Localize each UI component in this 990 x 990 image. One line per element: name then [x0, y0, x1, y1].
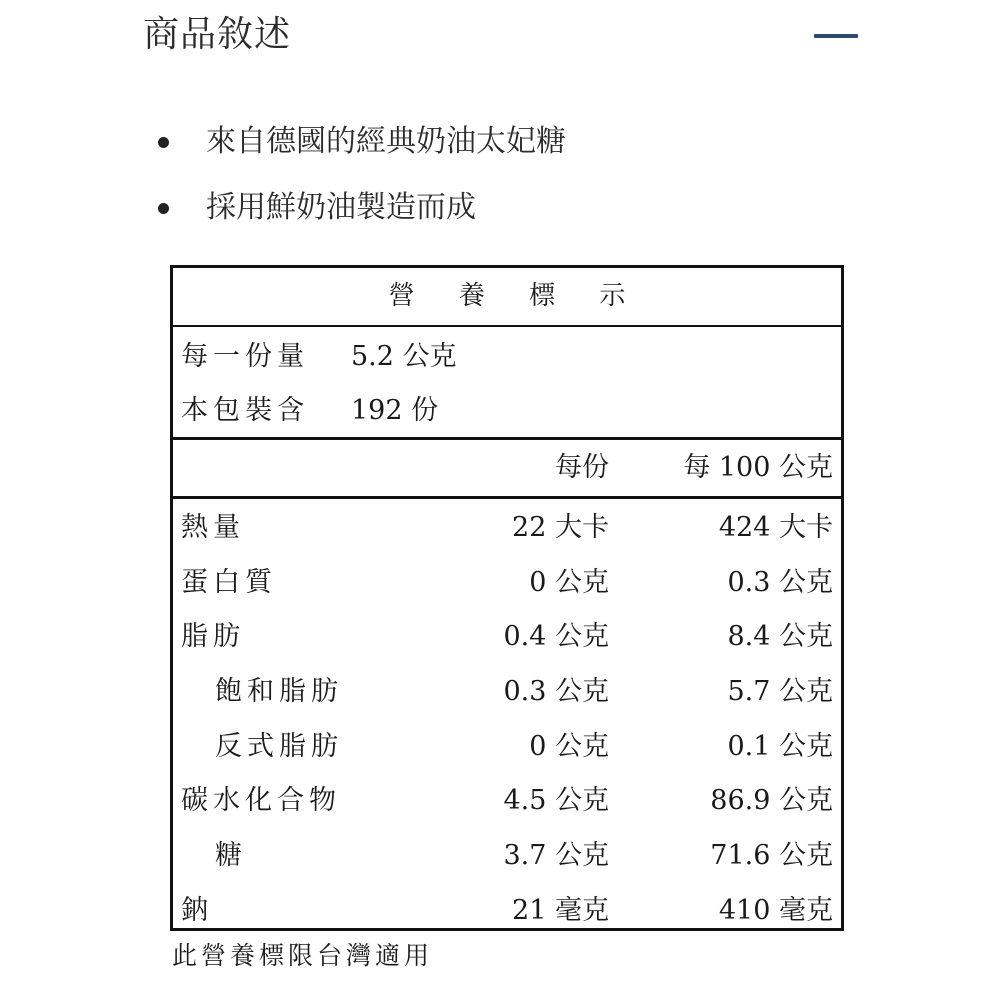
nutrition-label-title: 營 養 標 示	[173, 268, 841, 327]
nutrient-name: 蛋白質	[181, 566, 277, 598]
nutrient-name: 碳水化合物	[181, 785, 341, 817]
per-serving-value: 0 公克	[529, 566, 609, 598]
per-100g-value: 71.6 公克	[710, 840, 833, 872]
bullet-dot-icon	[158, 137, 169, 148]
per-100g-value: 86.9 公克	[710, 785, 833, 817]
column-headers	[173, 440, 841, 499]
per-serving-value: 22 大卡	[512, 512, 609, 543]
col-per-100g: 每 100 公克	[683, 452, 833, 483]
nutrient-name: 反式脂肪	[215, 730, 343, 762]
per-100g-value: 0.3 公克	[727, 566, 833, 598]
minus-icon	[814, 34, 858, 38]
per-100g-value: 8.4 公克	[727, 621, 833, 653]
nutrient-name: 飽和脂肪	[215, 676, 343, 708]
section-header	[143, 10, 858, 64]
per-serving-value: 0.3 公克	[503, 676, 609, 708]
per-100g-value: 424 大卡	[718, 512, 833, 543]
table-row	[173, 827, 841, 882]
col-per-serving: 每份	[555, 452, 609, 483]
servings-row	[181, 384, 438, 438]
label-footnote: 此營養標限台灣適用	[172, 941, 434, 970]
table-row	[173, 608, 841, 663]
table-row	[173, 499, 841, 554]
servings-label: 本包裝含	[181, 395, 309, 426]
per-100g-value: 0.1 公克	[727, 730, 833, 762]
nutrient-name: 鈉	[181, 894, 213, 926]
collapse-button[interactable]	[814, 22, 858, 50]
serving-info	[173, 327, 841, 440]
nutrition-label	[170, 265, 844, 931]
list-item	[158, 112, 566, 178]
table-row	[173, 772, 841, 827]
per-serving-value: 4.5 公克	[503, 785, 609, 817]
table-row	[173, 554, 841, 609]
list-item	[158, 178, 566, 244]
table-row	[173, 882, 841, 937]
list-item-text: 來自德國的經典奶油太妃糖	[206, 124, 566, 159]
per-serving-value: 21 毫克	[512, 894, 609, 926]
servings-value: 192 份	[351, 395, 439, 426]
serving-size-value: 5.2 公克	[351, 341, 457, 372]
feature-list	[158, 112, 566, 244]
per-serving-value: 0 公克	[529, 730, 609, 762]
nutrient-name: 脂肪	[181, 621, 245, 653]
nutrient-table	[173, 499, 841, 937]
per-serving-value: 3.7 公克	[503, 840, 609, 872]
serving-size-row	[181, 330, 457, 384]
nutrient-name: 熱量	[181, 512, 245, 543]
per-100g-value: 410 毫克	[718, 894, 833, 926]
bullet-dot-icon	[158, 203, 169, 214]
per-serving-value: 0.4 公克	[503, 621, 609, 653]
serving-size-label: 每一份量	[181, 341, 309, 372]
list-item-text: 採用鮮奶油製造而成	[206, 190, 476, 225]
per-100g-value: 5.7 公克	[727, 676, 833, 708]
section-title: 商品敘述	[143, 14, 292, 55]
table-row	[173, 718, 841, 773]
nutrient-name: 糖	[215, 840, 247, 872]
table-row	[173, 663, 841, 718]
